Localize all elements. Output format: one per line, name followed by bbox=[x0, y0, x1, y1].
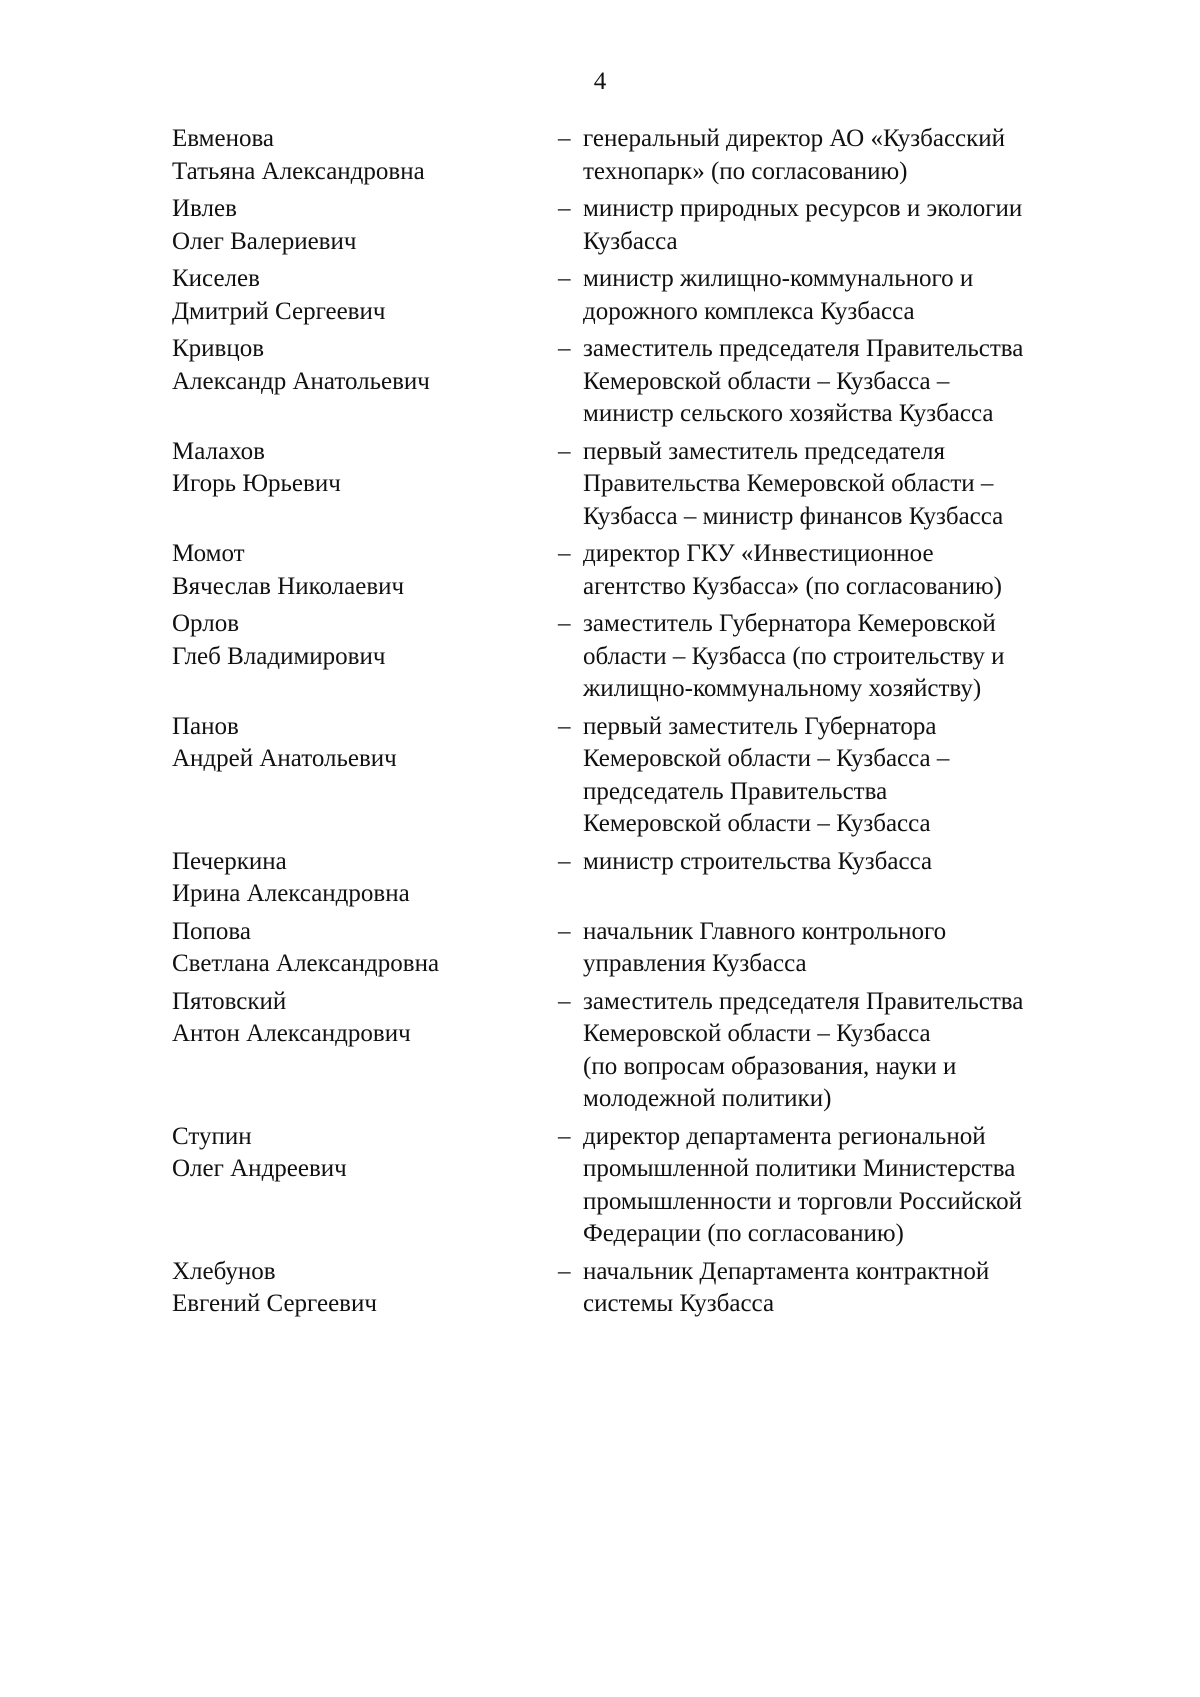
position-line: первый заместитель Губернатора bbox=[583, 712, 937, 740]
member-given-names: Олег Валериевич bbox=[172, 227, 357, 255]
member-given-names: Александр Анатольевич bbox=[172, 367, 430, 395]
member-surname: Ивлев bbox=[172, 195, 237, 222]
member-name bbox=[172, 538, 558, 603]
member-position bbox=[583, 538, 1112, 603]
member-surname: Панов bbox=[172, 712, 239, 740]
roster-entry bbox=[172, 263, 1112, 328]
separator-dash: – bbox=[558, 540, 571, 567]
member-given-names: Игорь Юрьевич bbox=[172, 470, 341, 497]
roster-entry bbox=[172, 1256, 1112, 1321]
position-line: заместитель Губернатора Кемеровской bbox=[583, 610, 996, 637]
position-line: Кемеровской области – Кузбасса bbox=[583, 1020, 931, 1047]
member-surname: Момот bbox=[172, 540, 245, 567]
position-line: технопарк» (по согласованию) bbox=[583, 157, 908, 185]
member-given-names: Татьяна Александровна bbox=[172, 157, 425, 185]
position-line: Кемеровской области – Кузбасса bbox=[583, 810, 931, 837]
member-name bbox=[172, 711, 558, 776]
member-position bbox=[583, 916, 1112, 981]
position-line: начальник Главного контрольного bbox=[583, 917, 947, 945]
position-line: председатель Правительства bbox=[583, 777, 888, 805]
member-surname: Ступин bbox=[172, 1122, 252, 1150]
member-position bbox=[583, 1121, 1112, 1251]
position-line: Кемеровской области – Кузбасса – bbox=[583, 367, 950, 395]
separator-dash: – bbox=[558, 987, 571, 1015]
position-line: Правительства Кемеровской области – bbox=[583, 470, 994, 497]
member-position bbox=[583, 1256, 1112, 1321]
member-surname: Орлов bbox=[172, 610, 240, 637]
member-surname: Киселев bbox=[172, 265, 260, 292]
member-given-names: Дмитрий Сергеевич bbox=[172, 297, 386, 325]
position-line: министр жилищно-коммунального и bbox=[583, 265, 974, 292]
position-line: министр природных ресурсов и экологии bbox=[583, 195, 1023, 222]
separator-dash: – bbox=[558, 712, 571, 740]
member-position bbox=[583, 193, 1112, 258]
roster-entry bbox=[172, 436, 1112, 534]
position-line: первый заместитель председателя bbox=[583, 437, 945, 465]
position-line: (по вопросам образования, науки и bbox=[583, 1052, 957, 1080]
member-surname: Пятовский bbox=[172, 987, 287, 1015]
position-line: агентство Кузбасса» (по согласованию) bbox=[583, 572, 1002, 600]
member-name bbox=[172, 1256, 558, 1321]
member-position bbox=[583, 608, 1112, 706]
separator-dash: – bbox=[558, 1257, 571, 1285]
member-given-names: Антон Александрович bbox=[172, 1020, 411, 1047]
page-number: 4 bbox=[593, 68, 607, 95]
member-surname: Попова bbox=[172, 917, 252, 945]
roster-entry bbox=[172, 1121, 1112, 1251]
separator-dash: – bbox=[558, 265, 571, 292]
member-name bbox=[172, 263, 558, 328]
position-line: Кемеровской области – Кузбасса – bbox=[583, 745, 950, 772]
position-line: системы Кузбасса bbox=[583, 1290, 775, 1317]
member-position bbox=[583, 711, 1112, 841]
position-line: управления Кузбасса bbox=[583, 950, 807, 977]
roster-entry bbox=[172, 846, 1112, 911]
position-line: жилищно-коммунальному хозяйству) bbox=[583, 675, 982, 702]
position-line: министр строительства Кузбасса bbox=[583, 847, 933, 875]
member-name bbox=[172, 193, 558, 258]
separator-dash: – bbox=[558, 1122, 571, 1150]
position-line: дорожного комплекса Кузбасса bbox=[583, 297, 915, 325]
separator-dash: – bbox=[558, 610, 571, 637]
member-name bbox=[172, 1121, 558, 1186]
member-position bbox=[583, 123, 1112, 188]
position-line: области – Кузбасса (по строительству и bbox=[583, 642, 1005, 670]
separator-dash: – bbox=[558, 437, 571, 465]
roster-entry bbox=[172, 538, 1112, 603]
position-line: заместитель председателя Правительства bbox=[583, 987, 1024, 1015]
roster-entry bbox=[172, 193, 1112, 258]
separator-dash: – bbox=[558, 195, 571, 222]
member-surname: Хлебунов bbox=[172, 1257, 276, 1285]
position-line: Кузбасса bbox=[583, 227, 678, 255]
position-line: промышленности и торговли Российской bbox=[583, 1187, 1023, 1215]
member-given-names: Глеб Владимирович bbox=[172, 642, 386, 670]
member-name bbox=[172, 846, 558, 911]
member-roster bbox=[172, 123, 1112, 1326]
position-line: молодежной политики) bbox=[583, 1085, 832, 1112]
separator-dash: – bbox=[558, 125, 571, 152]
roster-entry bbox=[172, 333, 1112, 431]
member-name bbox=[172, 608, 558, 673]
member-surname: Кривцов bbox=[172, 335, 265, 362]
position-line: генеральный директор АО «Кузбасский bbox=[583, 125, 1006, 152]
position-line: Федерации (по согласованию) bbox=[583, 1220, 904, 1247]
member-given-names: Ирина Александровна bbox=[172, 880, 410, 907]
position-line: Кузбасса – министр финансов Кузбасса bbox=[583, 502, 1004, 530]
position-line: директор ГКУ «Инвестиционное bbox=[583, 540, 934, 567]
member-given-names: Евгений Сергеевич bbox=[172, 1290, 377, 1317]
roster-entry bbox=[172, 608, 1112, 706]
member-position bbox=[583, 436, 1112, 534]
member-given-names: Вячеслав Николаевич bbox=[172, 572, 405, 600]
member-given-names: Андрей Анатольевич bbox=[172, 745, 397, 772]
member-given-names: Светлана Александровна bbox=[172, 950, 440, 977]
roster-entry bbox=[172, 711, 1112, 841]
member-surname: Малахов bbox=[172, 437, 265, 465]
roster-entry bbox=[172, 123, 1112, 188]
position-line: директор департамента региональной bbox=[583, 1122, 986, 1150]
member-name bbox=[172, 333, 558, 398]
member-position bbox=[583, 263, 1112, 328]
member-position bbox=[583, 986, 1112, 1116]
roster-entry bbox=[172, 916, 1112, 981]
member-given-names: Олег Андреевич bbox=[172, 1155, 347, 1182]
separator-dash: – bbox=[558, 847, 571, 875]
position-line: министр сельского хозяйства Кузбасса bbox=[583, 400, 994, 427]
member-name bbox=[172, 986, 558, 1051]
roster-entry bbox=[172, 986, 1112, 1116]
member-name bbox=[172, 123, 558, 188]
member-surname: Евменова bbox=[172, 125, 275, 152]
member-position bbox=[583, 846, 1112, 879]
position-line: заместитель председателя Правительства bbox=[583, 335, 1024, 362]
separator-dash: – bbox=[558, 335, 571, 362]
position-line: начальник Департамента контрактной bbox=[583, 1257, 990, 1285]
member-position bbox=[583, 333, 1112, 431]
member-surname: Печеркина bbox=[172, 847, 287, 875]
separator-dash: – bbox=[558, 917, 571, 945]
position-line: промышленной политики Министерства bbox=[583, 1155, 1016, 1182]
member-name bbox=[172, 436, 558, 501]
member-name bbox=[172, 916, 558, 981]
